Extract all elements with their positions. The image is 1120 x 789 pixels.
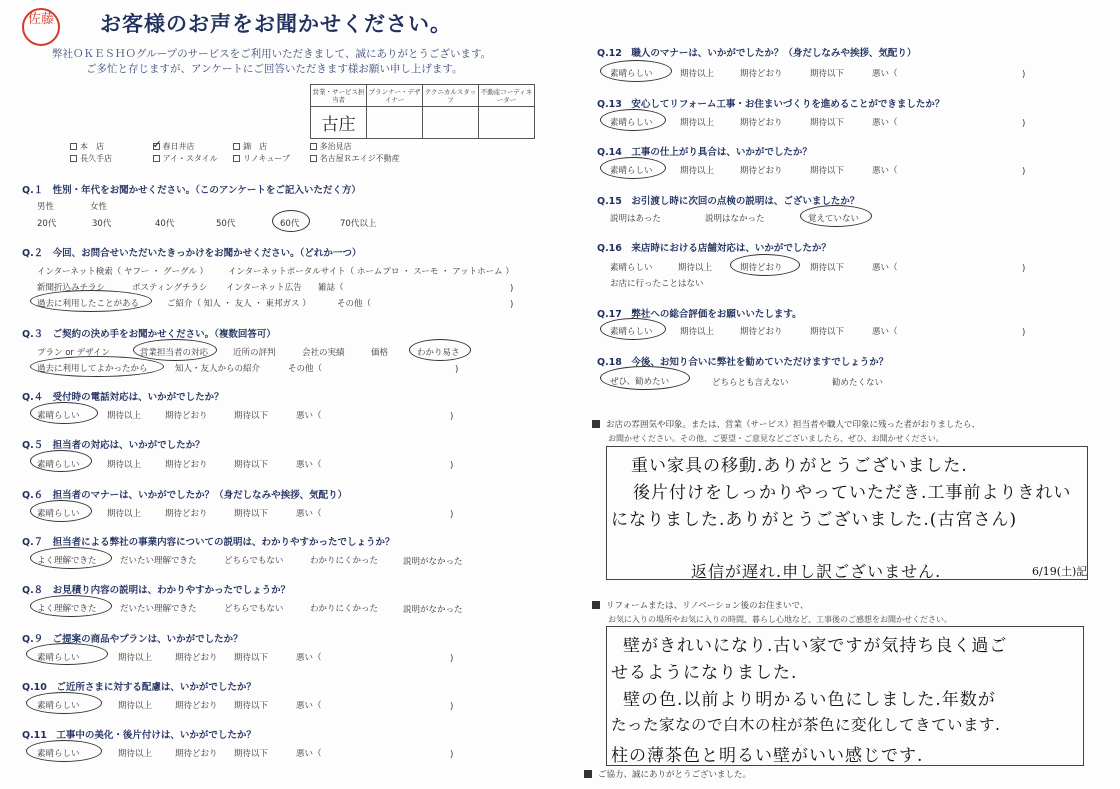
understand-option[interactable]: どちらでもない — [224, 556, 284, 566]
rating-option[interactable]: 悪い（ — [296, 653, 322, 663]
comment-box-1[interactable] — [606, 446, 1088, 580]
paren-close: ) — [510, 300, 514, 310]
rating-option-selected[interactable]: 素晴らしい — [37, 509, 80, 519]
age-option[interactable]: 20代 — [37, 219, 57, 229]
paren-close: ) — [450, 461, 454, 471]
rating-option[interactable]: 悪い（ — [296, 749, 322, 759]
question-7: Q.７ 担当者による弊社の事業内容についての説明は、わかりやすかったでしょうか？ — [22, 534, 395, 548]
age-option-selected[interactable]: 60代 — [280, 219, 300, 229]
decision-option[interactable]: 知人・友人からの紹介 — [175, 364, 261, 374]
paren-close: ) — [450, 702, 454, 712]
trigger-option[interactable]: ご紹介（ 知人 ・ 友人 ・ 東邦ガス ） — [167, 299, 311, 309]
rating-option[interactable]: 期待以上 — [118, 701, 153, 711]
rating-option[interactable]: 期待以下 — [810, 166, 845, 176]
question-13: Q.13 安心してリフォーム工事・お住まいづくりを進めることができましたか？ — [597, 96, 944, 110]
question-17: Q.17 弊社への総合評価をお願いいたします。 — [597, 306, 802, 320]
staff-planner-value[interactable] — [367, 107, 423, 139]
rating-option-selected[interactable]: 素晴らしい — [37, 749, 80, 759]
rating-option[interactable]: 悪い（ — [872, 69, 898, 79]
question-4: Q.４ 受付時の電話対応は、いかがでしたか？ — [22, 389, 224, 403]
staff-header: プランナー・デザイナー — [367, 85, 423, 107]
rating-option[interactable]: 期待どおり — [165, 509, 208, 519]
age-option[interactable]: 50代 — [216, 219, 236, 229]
handwritten-line: 返信が遅れ.申し訳ございません. — [691, 562, 942, 581]
rating-option[interactable]: 期待以上 — [107, 509, 142, 519]
rating-option[interactable]: 期待以上 — [680, 69, 715, 79]
rating-option[interactable]: 期待以下 — [234, 411, 269, 421]
question-1: Q.１ 性別・年代をお聞かせください。（このアンケートをご記入いただく方） — [22, 182, 361, 196]
comment-box-2[interactable] — [606, 626, 1084, 766]
rating-option[interactable]: 期待以下 — [810, 327, 845, 337]
understand-option[interactable]: わかりにくかった — [310, 604, 379, 614]
question-18: Q.18 今後、お知り合いに弊社を勧めていただけますでしょうか？ — [597, 354, 888, 368]
store-checklist — [70, 138, 400, 165]
age-option[interactable]: 40代 — [155, 219, 175, 229]
rating-option[interactable]: 悪い（ — [872, 166, 898, 176]
paren-close: ) — [450, 654, 454, 664]
question-9: Q.９ ご提案の商品やプランは、いかがでしたか？ — [22, 631, 243, 645]
answer-circle — [30, 595, 112, 617]
decision-option[interactable]: その他（ — [288, 364, 323, 374]
age-option[interactable]: 30代 — [92, 219, 112, 229]
decision-option-selected[interactable]: 過去に利用してよかったから — [37, 364, 148, 374]
question-2: Q.２ 今回、お問合せいただいたきっかけをお聞かせください。（どれか一つ） — [22, 245, 361, 259]
rating-option-selected[interactable]: 期待どおり — [740, 263, 783, 273]
rating-option[interactable]: 期待以下 — [810, 263, 845, 273]
question-15: Q.15 お引渡し時に次回の点検の説明は、ございましたか？ — [597, 193, 859, 207]
paren-close: ) — [450, 412, 454, 422]
answer-circle — [730, 254, 800, 276]
decision-option[interactable]: 近所の評判 — [233, 348, 276, 358]
decision-option[interactable]: 価格 — [371, 348, 389, 358]
rating-option-selected[interactable]: 素晴らしい — [610, 69, 653, 79]
comment-section-2-subheading: お気に入りの場所やお気に入りの時間、暮らし心地など、工事後のご感想をお聞かせください。 — [608, 615, 952, 624]
staff-table — [310, 84, 535, 139]
trigger-option[interactable]: ポスティングチラシ — [132, 283, 208, 293]
answer-circle — [26, 692, 102, 714]
recommend-option[interactable]: 勧めたくない — [832, 378, 884, 388]
paren-close: ) — [510, 284, 514, 294]
check-option[interactable]: 説明はあった — [610, 214, 661, 224]
understand-option[interactable]: どちらでもない — [224, 604, 284, 614]
footer-thanks: ご協力、誠にありがとうございました。 — [584, 768, 751, 780]
rating-option[interactable]: 期待以下 — [810, 69, 845, 79]
answer-circle — [30, 547, 112, 569]
trigger-option[interactable]: その他（ — [337, 299, 372, 309]
never-visited-option[interactable]: お店に行ったことはない — [610, 279, 704, 289]
rating-option[interactable]: 悪い（ — [296, 701, 322, 711]
trigger-option[interactable]: 新聞折込みチラシ — [37, 283, 106, 293]
rating-option[interactable]: 期待以上 — [680, 166, 715, 176]
answer-circle — [30, 402, 98, 424]
answer-circle — [30, 450, 92, 472]
store-option[interactable]: 多治見店 — [310, 141, 352, 152]
handwritten-line: 重い家具の移動.ありがとうございました. — [631, 456, 968, 476]
handwritten-line: 壁がきれいになり.古い家ですが気持ち良く過ご — [623, 636, 1008, 656]
rating-option-selected[interactable]: 素晴らしい — [37, 653, 80, 663]
handwritten-line: 柱の薄茶色と明るい壁がいい感じです. — [611, 746, 924, 766]
rating-option[interactable]: 期待どおり — [175, 749, 218, 759]
store-option[interactable]: 名古屋Ｒエイジ不動産 — [310, 153, 400, 164]
rating-option[interactable]: 期待以下 — [234, 460, 269, 470]
paren-close: ) — [1022, 328, 1026, 338]
answer-circle — [26, 643, 108, 665]
store-option[interactable]: リノキューブ — [233, 153, 307, 164]
question-6: Q.６ 担当者のマナーは、いかがでしたか？（身だしなみや挨拶、気配り） — [22, 487, 347, 501]
rating-option[interactable]: 期待どおり — [165, 411, 208, 421]
store-option[interactable]: アイ・スタイル — [153, 153, 231, 164]
intro-line-2: ご多忙と存じますが、アンケートにご回答いただきます様お願い申し上げます。 — [86, 63, 463, 75]
rating-option[interactable]: 悪い（ — [296, 411, 322, 421]
trigger-option-selected[interactable]: 過去に利用したことがある — [37, 299, 140, 309]
rating-option[interactable]: 期待どおり — [175, 701, 218, 711]
comment-section-1-subheading: お聞かせください。その他、ご要望・ご意見などございましたら、ぜひ、お聞かせください。 — [608, 434, 944, 443]
answer-circle — [30, 356, 164, 377]
trigger-option[interactable]: インターネット検索（ ヤフー ・ グーグル ） — [37, 267, 209, 277]
page-title: お客様のお声をお聞かせください。 — [100, 12, 452, 36]
gender-female[interactable]: 女性 — [90, 202, 108, 212]
answer-circle — [272, 210, 310, 232]
rating-option[interactable]: 期待以上 — [118, 653, 153, 663]
paren-close: ) — [450, 750, 454, 760]
question-11: Q.11 工事中の美化・後片付けは、いかがでしたか？ — [22, 727, 256, 741]
staff-header: 営業・サービス担当者 — [311, 85, 367, 107]
understand-option[interactable]: わかりにくかった — [310, 556, 379, 566]
staff-header: テクニカルスタッフ — [423, 85, 479, 107]
trigger-option[interactable]: インターネット広告 — [226, 283, 302, 293]
trigger-option[interactable]: インターネットポータルサイト（ ホームプロ ・ スーモ ・ アットホーム ） — [228, 267, 514, 277]
answer-circle — [30, 500, 92, 522]
answer-circle — [30, 290, 152, 312]
rating-option[interactable]: 期待どおり — [740, 327, 783, 337]
staff-realestate-value[interactable] — [479, 107, 535, 139]
intro-line-1: 弊社ＯＫＥＳＨＯグループのサービスをご利用いただきまして、誠にありがとうございます。 — [52, 48, 492, 60]
rating-option[interactable]: 期待以上 — [118, 749, 153, 759]
answer-circle — [409, 339, 471, 361]
understand-option[interactable]: だいたい理解できた — [120, 604, 197, 614]
rating-option[interactable]: 期待どおり — [740, 166, 783, 176]
answer-circle — [26, 740, 102, 762]
rating-option[interactable]: 期待以下 — [234, 653, 269, 663]
handwritten-line: になりました.ありがとうございました.(古宮さん) — [611, 510, 1018, 530]
rating-option[interactable]: 期待どおり — [740, 69, 783, 79]
gender-male[interactable]: 男性 — [37, 202, 55, 212]
store-option[interactable]: 錦 店 — [233, 141, 307, 152]
store-option[interactable]: 長久手店 — [70, 153, 150, 164]
store-option-checked[interactable]: ✓ 春日井店 — [152, 138, 195, 151]
question-16: Q.16 来店時における店舗対応は、いかがでしたか？ — [597, 240, 831, 254]
staff-header: 不動産コーディネーター — [479, 85, 535, 107]
rating-option[interactable]: 悪い（ — [872, 263, 898, 273]
answer-circle — [600, 366, 690, 390]
handwritten-line: せるようになりました. — [611, 663, 798, 683]
rating-option[interactable]: 期待どおり — [740, 118, 783, 128]
recommend-option-selected[interactable]: ぜひ、勧めたい — [610, 377, 670, 387]
understand-option[interactable]: 説明がなかった — [403, 605, 463, 615]
rating-option[interactable]: 期待以下 — [810, 118, 845, 128]
handwritten-line: 壁の色.以前より明かるい色にしました.年数が — [623, 690, 996, 710]
rating-option-selected[interactable]: 素晴らしい — [37, 701, 80, 711]
rating-option[interactable]: 期待以上 — [680, 118, 715, 128]
question-8: Q.８ お見積り内容の説明は、わかりやすかったでしょうか？ — [22, 582, 290, 596]
rating-option[interactable]: 悪い（ — [872, 327, 898, 337]
understand-option-selected[interactable]: よく理解できた — [37, 604, 97, 614]
understand-option[interactable]: だいたい理解できた — [120, 556, 197, 566]
recommend-option[interactable]: どちらとも言えない — [712, 378, 789, 388]
rating-option[interactable]: 期待以上 — [680, 327, 715, 337]
decision-option[interactable]: 会社の実績 — [302, 348, 345, 358]
answer-circle — [133, 339, 217, 361]
paren-close: ) — [1022, 167, 1026, 177]
seal-stamp: 佐藤 — [22, 8, 60, 46]
answer-circle — [800, 205, 872, 227]
staff-sales-value[interactable]: 古庄 — [311, 107, 367, 139]
question-14: Q.14 工事の仕上がり具合は、いかがでしたか？ — [597, 144, 812, 158]
rating-option[interactable]: 期待以下 — [234, 749, 269, 759]
handwritten-line: 後片付けをしっかりやっていただき.工事前よりきれい — [633, 483, 1072, 503]
rating-option-selected[interactable]: 素晴らしい — [610, 166, 653, 176]
understand-option[interactable]: 説明がなかった — [403, 557, 463, 567]
handwritten-date: 6/19(土)記 — [1032, 565, 1088, 578]
trigger-option[interactable]: 雑誌（ — [318, 283, 344, 293]
rating-option[interactable]: 期待以下 — [234, 701, 269, 711]
handwritten-line: たった家なので白木の柱が茶色に変化してきています. — [611, 716, 1001, 734]
decision-option-selected[interactable]: わかり易さ — [417, 348, 460, 358]
answer-circle — [600, 109, 666, 131]
rating-option-selected[interactable]: 素晴らしい — [37, 460, 80, 470]
check-option-selected[interactable]: 覚えていない — [808, 214, 860, 224]
age-option[interactable]: 70代以上 — [340, 219, 377, 229]
comment-section-1-heading: お店の雰囲気や印象。または、営業（サービス）担当者や職人で印象に残った者がおりましたら、 — [592, 418, 980, 430]
answer-circle — [600, 318, 666, 340]
rating-option-selected[interactable]: 素晴らしい — [610, 118, 653, 128]
rating-option[interactable]: 悪い（ — [872, 118, 898, 128]
answer-circle — [600, 60, 672, 82]
rating-option[interactable]: 期待以下 — [234, 509, 269, 519]
rating-option[interactable]: 悪い（ — [296, 509, 322, 519]
rating-option[interactable]: 期待どおり — [165, 460, 208, 470]
decision-option-selected[interactable]: 営業担当者の対応 — [140, 348, 209, 358]
paren-close: ) — [1022, 264, 1026, 274]
question-5: Q.５ 担当者の対応は、いかがでしたか？ — [22, 437, 205, 451]
rating-option[interactable]: 期待以上 — [678, 263, 713, 273]
understand-option-selected[interactable]: よく理解できた — [37, 556, 97, 566]
rating-option[interactable]: 素晴らしい — [610, 263, 653, 273]
rating-option[interactable]: 悪い（ — [296, 460, 322, 470]
question-10: Q.10 ご近所さまに対する配慮は、いかがでしたか？ — [22, 679, 256, 693]
rating-option-selected[interactable]: 素晴らしい — [610, 327, 653, 337]
rating-option[interactable]: 期待以上 — [107, 460, 142, 470]
paren-close: ) — [450, 510, 454, 520]
decision-option[interactable]: プラン or デザイン — [37, 348, 111, 358]
rating-option-selected[interactable]: 素晴らしい — [37, 411, 80, 421]
staff-technical-value[interactable] — [423, 107, 479, 139]
check-option[interactable]: 説明はなかった — [705, 214, 765, 224]
rating-option[interactable]: 期待どおり — [175, 653, 218, 663]
paren-close: ) — [455, 365, 459, 375]
answer-circle — [600, 157, 666, 179]
paren-close: ) — [1022, 119, 1026, 129]
question-12: Q.12 職人のマナーは、いかがでしたか？（身だしなみや挨拶、気配り） — [597, 45, 916, 59]
comment-section-2-heading: リフォームまたは、リノベーション後のお住まいで、 — [592, 599, 808, 611]
paren-close: ) — [1022, 70, 1026, 80]
question-3: Q.３ ご契約の決め手をお聞かせください。（複数回答可） — [22, 326, 276, 340]
store-option[interactable]: 本 店 — [70, 141, 150, 152]
rating-option[interactable]: 期待以上 — [107, 411, 142, 421]
